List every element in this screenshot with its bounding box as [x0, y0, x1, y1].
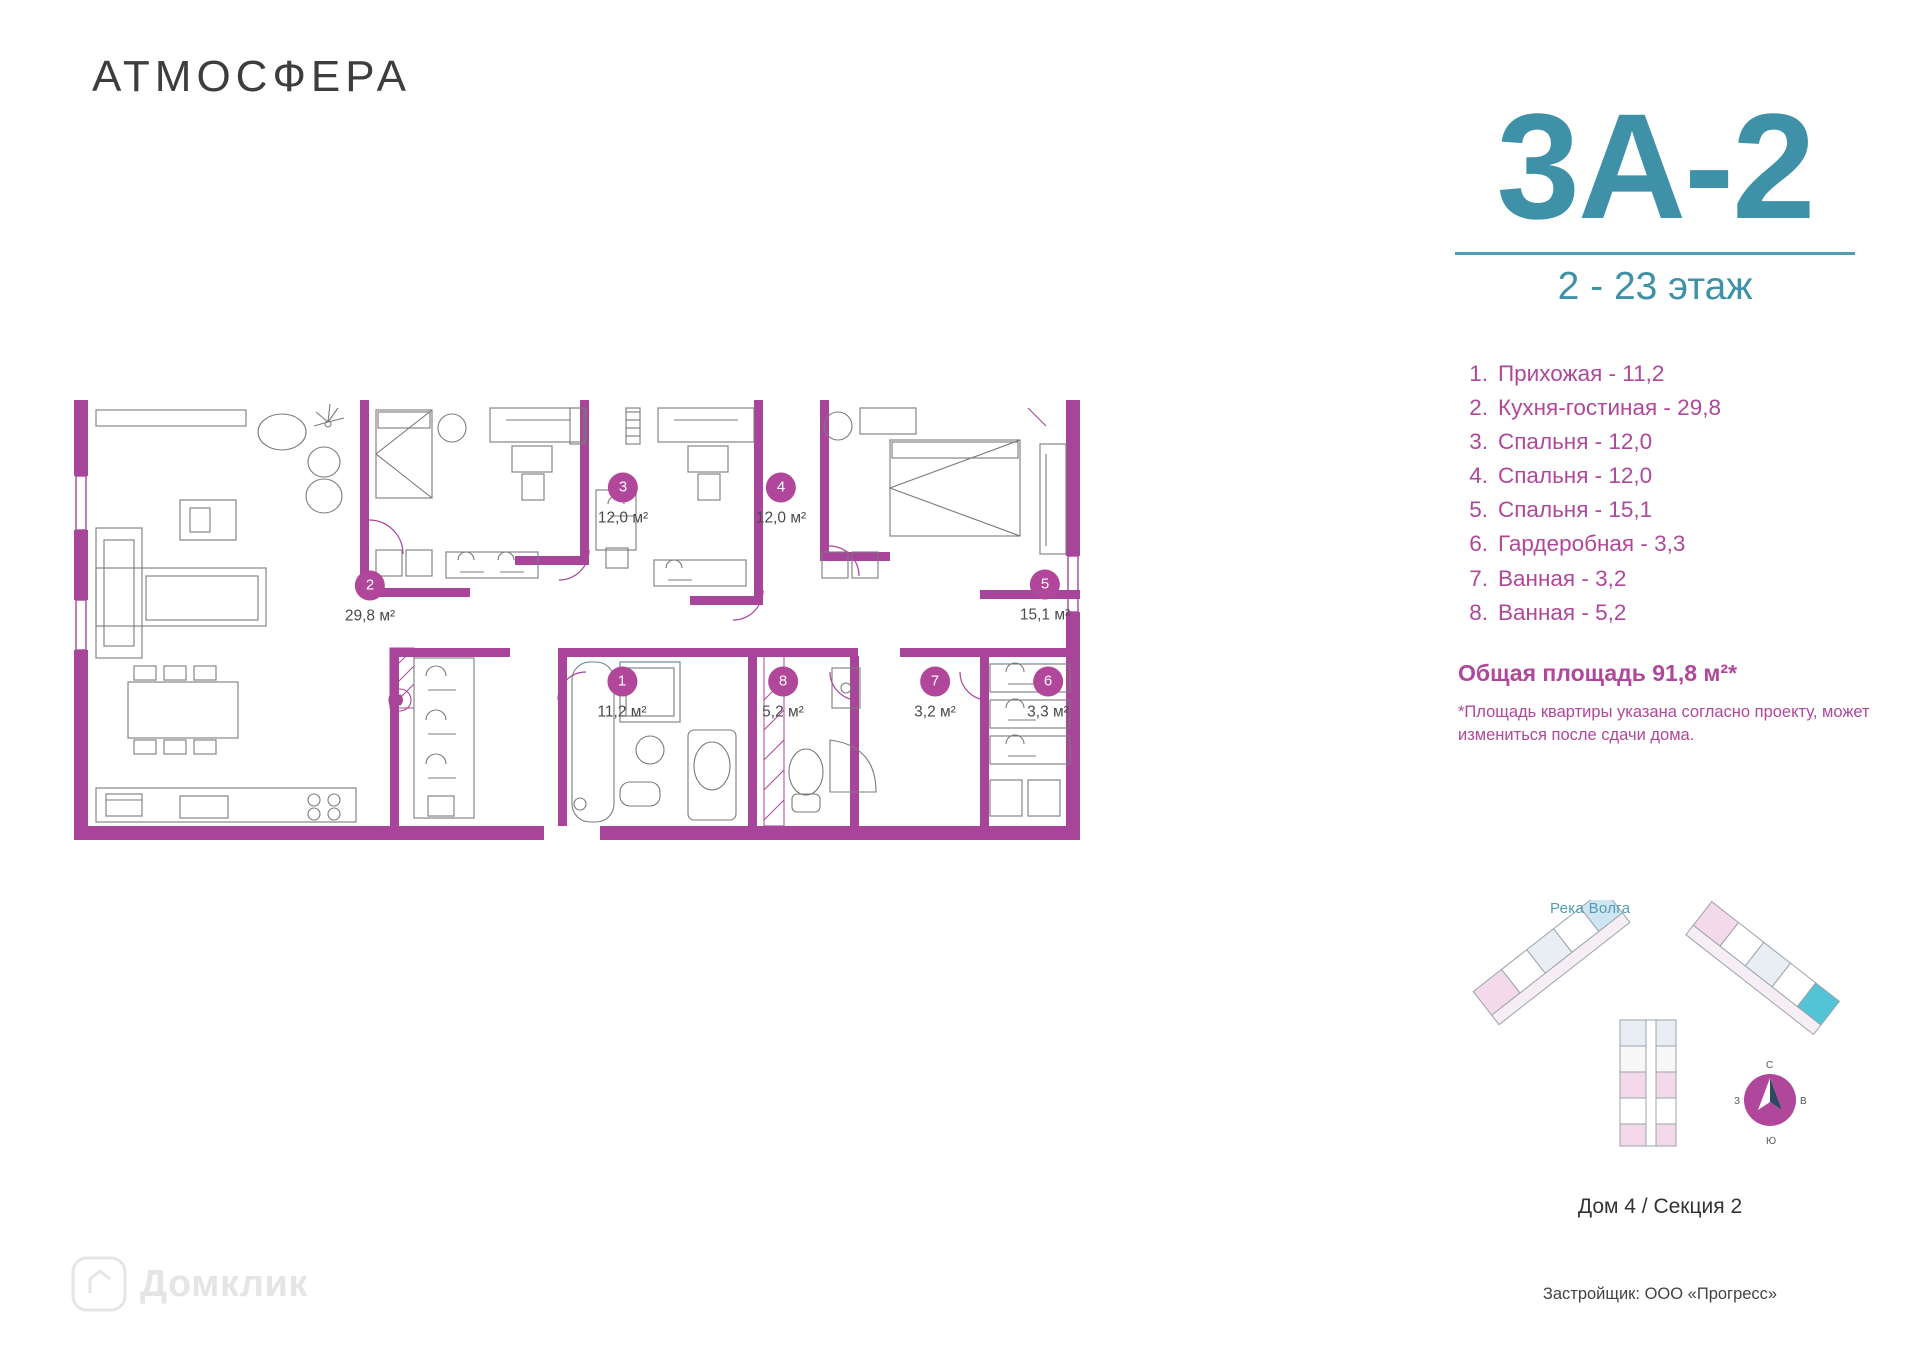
legend-number: 2. [1469, 394, 1488, 420]
list-item [1458, 493, 1870, 527]
room-number: 7 [920, 667, 950, 697]
total-area: Общая площадь 91,8 м²* [1458, 660, 1738, 686]
room-number: 1 [607, 667, 637, 697]
list-item [1458, 357, 1870, 391]
panel-divider [1455, 252, 1855, 255]
svg-text:Ю: Ю [1766, 1136, 1777, 1147]
room-marker [1027, 667, 1069, 722]
room-area: 15,1 м² [1019, 606, 1071, 624]
svg-text:В: В [1800, 1096, 1807, 1107]
room-number: 8 [768, 667, 798, 697]
room-number: 6 [1033, 667, 1063, 697]
site-plan-svg [1470, 900, 1850, 1180]
brand-logo: АТМОСФЕРА [92, 52, 411, 101]
room-area: 12,0 м² [755, 509, 807, 527]
legend-label: Ванная - 5,2 [1498, 599, 1627, 625]
legend-label: Спальня - 12,0 [1498, 463, 1653, 489]
room-marker [756, 473, 806, 528]
developer-caption: Застройщик: ООО «Прогресс» [1542, 1285, 1778, 1303]
room-marker [1020, 570, 1070, 625]
room-marker [345, 571, 395, 626]
list-item [1458, 459, 1870, 493]
info-panel [1440, 82, 1870, 747]
watermark [70, 1255, 308, 1313]
room-area: 5,2 м² [762, 703, 804, 721]
room-marker [597, 667, 646, 722]
room-number: 2 [355, 571, 385, 601]
legend-number: 7. [1469, 565, 1488, 591]
legend-label: Спальня - 15,1 [1498, 497, 1653, 523]
legend-number: 8. [1469, 599, 1488, 625]
compass-icon [1734, 1060, 1807, 1147]
house-section-caption: Дом 4 / Секция 2 [1577, 1195, 1743, 1218]
floor-plan [60, 400, 1390, 1000]
legend-number: 1. [1469, 360, 1488, 386]
legend-label: Спальня - 12,0 [1498, 428, 1653, 454]
list-item [1458, 596, 1870, 630]
river-label: Река Волга [1550, 900, 1631, 917]
area-disclaimer: *Площадь квартиры указана согласно проекту, может измениться после сдачи дома. [1458, 703, 1870, 744]
plan-code: 3А-2 [1496, 82, 1814, 250]
watermark-text: Домклик [140, 1262, 308, 1305]
floor-range: 2 - 23 этаж [1557, 264, 1753, 308]
site-plan [1470, 900, 1850, 1180]
room-area: 12,0 м² [597, 509, 649, 527]
legend-number: 5. [1469, 497, 1488, 523]
list-item [1458, 562, 1870, 596]
list-item [1458, 527, 1870, 561]
room-marker [914, 667, 956, 722]
room-area: 29,8 м² [344, 607, 396, 625]
legend-number: 3. [1469, 428, 1488, 454]
room-area: 11,2 м² [597, 703, 647, 721]
room-area: 3,3 м² [1027, 703, 1069, 721]
legend-number: 4. [1469, 463, 1488, 489]
list-item [1458, 391, 1870, 425]
list-item [1458, 425, 1870, 459]
room-number: 3 [608, 473, 638, 503]
legend-label: Гардеробная - 3,3 [1498, 531, 1686, 557]
svg-text:С: С [1766, 1060, 1774, 1071]
legend-number: 6. [1469, 531, 1488, 557]
room-number: 4 [766, 473, 796, 503]
room-marker [762, 667, 804, 722]
floor-plan-svg [60, 400, 1390, 1000]
legend-label: Ванная - 3,2 [1498, 565, 1627, 591]
svg-text:З: З [1734, 1096, 1741, 1107]
legend-label: Кухня-гостиная - 29,8 [1498, 394, 1721, 420]
room-legend [1440, 357, 1870, 631]
legend-label: Прихожая - 11,2 [1498, 360, 1665, 386]
domclick-logo-icon [70, 1255, 128, 1313]
room-area: 3,2 м² [914, 703, 956, 721]
room-number: 5 [1030, 570, 1060, 600]
room-marker [598, 473, 648, 528]
